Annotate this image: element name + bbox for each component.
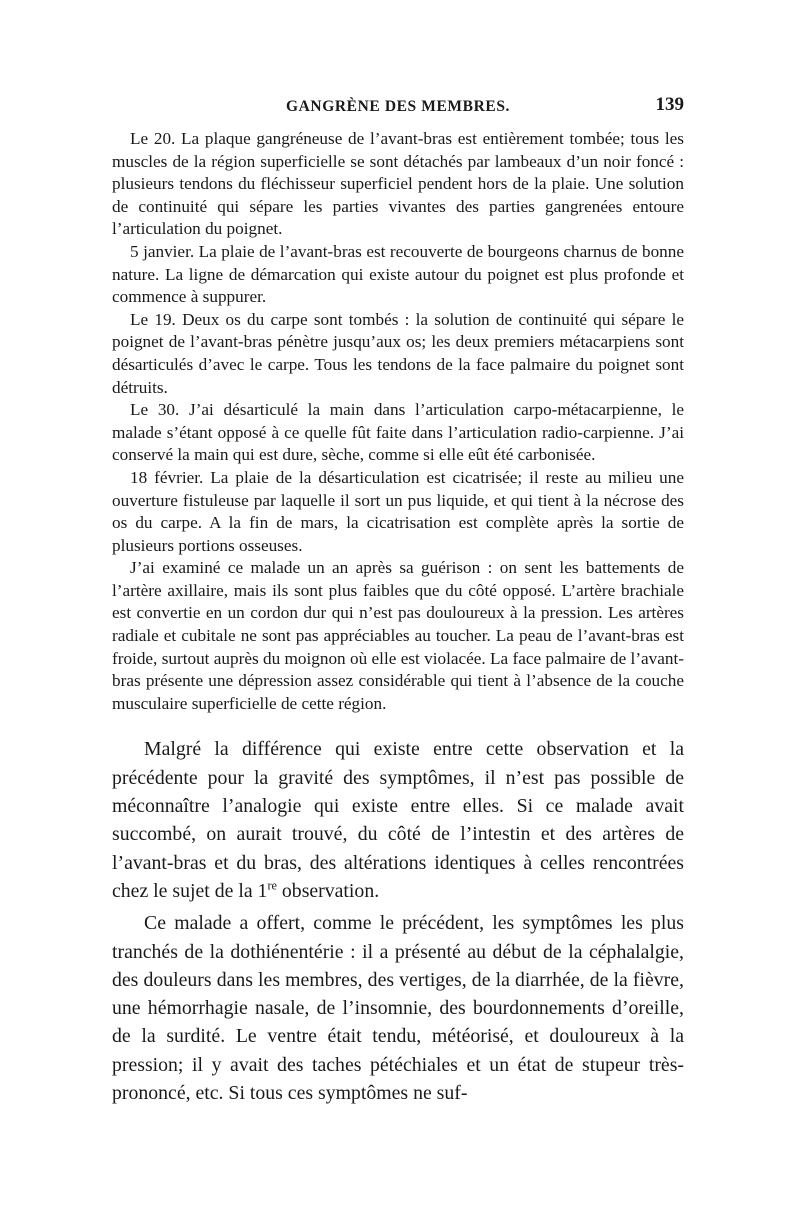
commentary-text-part: Malgré la différence qui existe entre cette observation et la précédente pour la gravité des symptômes, il n’est pas possible de méconnaître l’analogie qui existe entre elles. Si ce malade avait succombé, on aurait trouvé, du côté de l’intestin et des artères de l’avant-bras et du bras, des altérations identiques à celles rencontrées chez le sujet de la 1 xyxy=(112,738,684,902)
paragraph: 5 janvier. La plaie de l’avant-bras est recouverte de bourgeons charnus de bonne nature. La ligne de démarcation qui existe autour du poignet est plus profonde et commence à suppurer. xyxy=(112,241,684,307)
paragraph: Le 19. Deux os du carpe sont tombés : la solution de continuité qui sépare le poignet de l’avant-bras pénètre jusqu’aux os; les deux premiers métacarpiens sont désarticulés d’avec le carpe. Tous les tendons de la face palmaire du poignet sont détruits. xyxy=(112,309,684,397)
running-title: GANGRÈNE DES MEMBRES. xyxy=(285,98,511,115)
paragraph: Le 20. La plaque gangréneuse de l’avant-bras est entièrement tombée; tous les muscles de la région superficielle se sont détachés par lambeaux d’un noir foncé : plusieurs tendons du fléchisseur superficiel pendent hors de la plaie. Une solution de continuité qui sépare les parties vivantes des parties gangrenées entoure l’articulation du poignet. xyxy=(112,129,684,239)
paragraph: 18 février. La plaie de la désarticulation est cicatrisée; il reste au milieu une ouverture fistuleuse par laquelle il sort un pus liquide, et qui tient à la nécrose des os du carpe. A la fin de mars, la cicatrisation est complète après la sortie de plusieurs portions osseuses. xyxy=(112,467,684,555)
commentary-text-part: observation. xyxy=(276,879,380,902)
page-number: 139 xyxy=(655,94,684,115)
running-header xyxy=(112,92,684,122)
ordinal-superscript: re xyxy=(267,878,277,893)
commentary-paragraph: Ce malade a offert, comme le précédent, les symptômes les plus tranchés de la dothiénentérie : il a présenté au début de la céphalalgie, des douleurs dans les membres, des vertiges, de la diarrhée, de la fièvre, une hémorrhagie nasale, de l’insomnie, des bourdonnements d’oreille, de la surdité. Le ventre était tendu, météorisé, et douloureux à la pression; il y avait des taches pétéchiales et un état de stupeur très-prononcé, etc. Si tous ces symptômes ne suf- xyxy=(112,912,684,1104)
commentary-paragraph xyxy=(112,735,684,905)
observation-text xyxy=(112,128,684,715)
paragraph: Le 30. J’ai désarticulé la main dans l’articulation carpo-métacarpienne, le malade s’étant opposé à ce quelle fût faite dans l’articulation radio-carpienne. J’ai conservé la main qui est dure, sèche, comme si elle eût été carbonisée. xyxy=(112,400,684,465)
paragraph: J’ai examiné ce malade un an après sa guérison : on sent les battements de l’artère axillaire, mais ils sont plus faibles que du côté opposé. L’artère brachiale est convertie en un cordon dur qui n’est pas douloureux à la pression. Les artères radiale et cubitale ne sont pas appréciables au toucher. La peau de l’avant-bras est froide, surtout auprès du moignon où elle est violacée. La face palmaire de l’avant-bras présente une dépression assez considérable qui tient à l’absence de la couche musculaire superficielle de cette région. xyxy=(112,558,684,713)
book-page xyxy=(112,92,684,1107)
commentary-text xyxy=(112,735,684,1107)
